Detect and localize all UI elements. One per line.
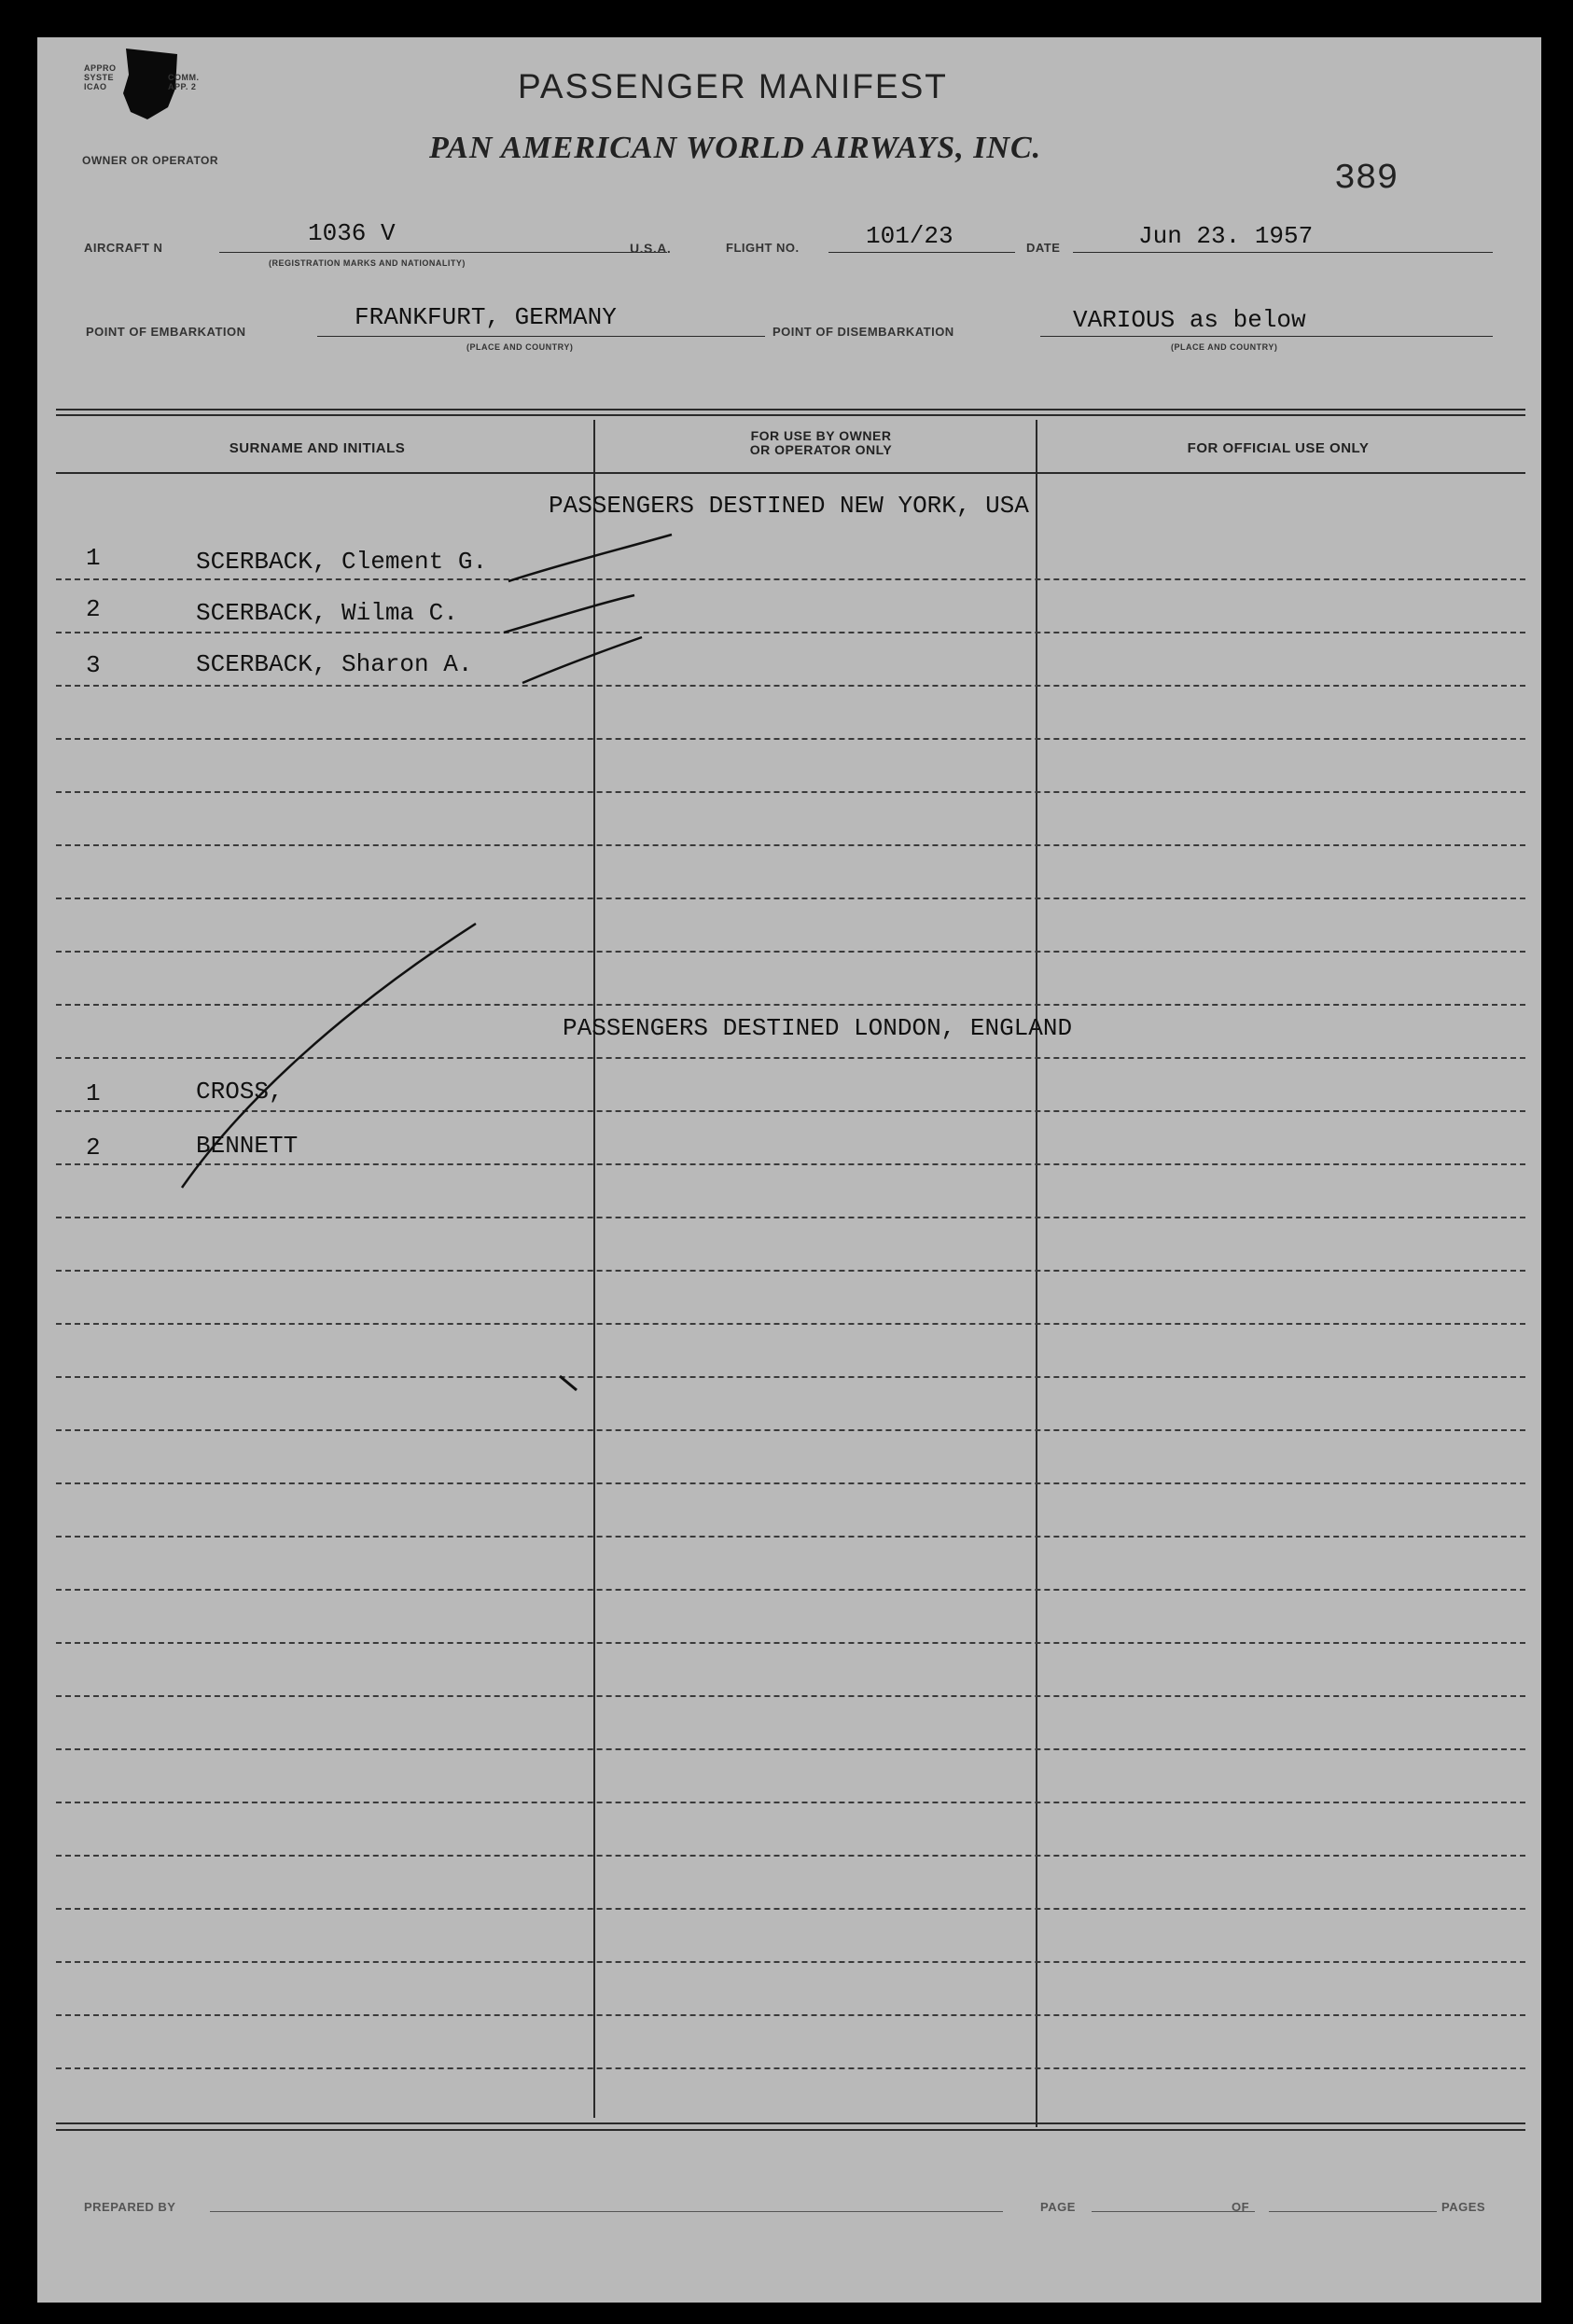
pages-label: PAGES — [1441, 2200, 1486, 2214]
flight-value: 101/23 — [866, 222, 954, 250]
passenger-name: SCERBACK, Clement G. — [196, 548, 488, 576]
prepared-by-label: PREPARED BY — [84, 2200, 176, 2214]
approval-line: ICAO — [84, 82, 107, 91]
column-header-official: FOR OFFICIAL USE ONLY — [1187, 440, 1370, 456]
embarkation-value: FRANKFURT, GERMANY — [355, 303, 617, 331]
passenger-name: SCERBACK, Wilma C. — [196, 599, 458, 627]
date-label: DATE — [1026, 241, 1061, 255]
pen-check-marks — [37, 37, 1541, 2303]
row-number: 2 — [86, 595, 101, 623]
page-number: 389 — [1334, 159, 1399, 199]
owner-name: PAN AMERICAN WORLD AIRWAYS, INC. — [429, 131, 1042, 165]
of-label: OF — [1232, 2200, 1250, 2214]
column-header-names: SURNAME AND INITIALS — [229, 440, 406, 456]
page-label: PAGE — [1040, 2200, 1076, 2214]
disembarkation-label: POINT OF DISEMBARKATION — [773, 325, 954, 339]
aircraft-label: AIRCRAFT N — [84, 241, 163, 255]
disembarkation-value: VARIOUS as below — [1073, 306, 1306, 334]
document-title: PASSENGER MANIFEST — [518, 67, 948, 105]
approval-line: SYSTE — [84, 73, 115, 82]
column-header-owner-line: OR OPERATOR ONLY — [749, 442, 893, 457]
row-number: 2 — [86, 1134, 101, 1162]
approval-line: APPRO — [84, 63, 117, 73]
disembarkation-sublabel: (PLACE AND COUNTRY) — [1171, 342, 1278, 352]
row-number: 1 — [86, 544, 101, 572]
approval-line: APP. 2 — [168, 82, 197, 91]
embarkation-sublabel: (PLACE AND COUNTRY) — [466, 342, 574, 352]
approval-line: COMM. — [168, 73, 200, 82]
group-heading-new-york: PASSENGERS DESTINED NEW YORK, USA — [549, 492, 1029, 520]
passenger-name: CROSS, — [196, 1078, 284, 1106]
column-header-owner-line: FOR USE BY OWNER — [750, 428, 892, 443]
flight-label: FLIGHT NO. — [726, 241, 800, 255]
aircraft-value: 1036 V — [308, 219, 396, 247]
manifest-sheet — [37, 37, 1541, 2303]
group-heading-london: PASSENGERS DESTINED LONDON, ENGLAND — [563, 1014, 1073, 1042]
passenger-name: SCERBACK, Sharon A. — [196, 650, 473, 678]
country-label: U.S.A. — [630, 241, 672, 256]
row-number: 1 — [86, 1079, 101, 1107]
row-number: 3 — [86, 651, 101, 679]
passenger-name: BENNETT — [196, 1132, 299, 1160]
date-value: Jun 23. 1957 — [1138, 222, 1314, 250]
embarkation-label: POINT OF EMBARKATION — [86, 325, 246, 339]
owner-label: OWNER OR OPERATOR — [82, 154, 219, 167]
aircraft-sublabel: (REGISTRATION MARKS AND NATIONALITY) — [269, 258, 466, 268]
